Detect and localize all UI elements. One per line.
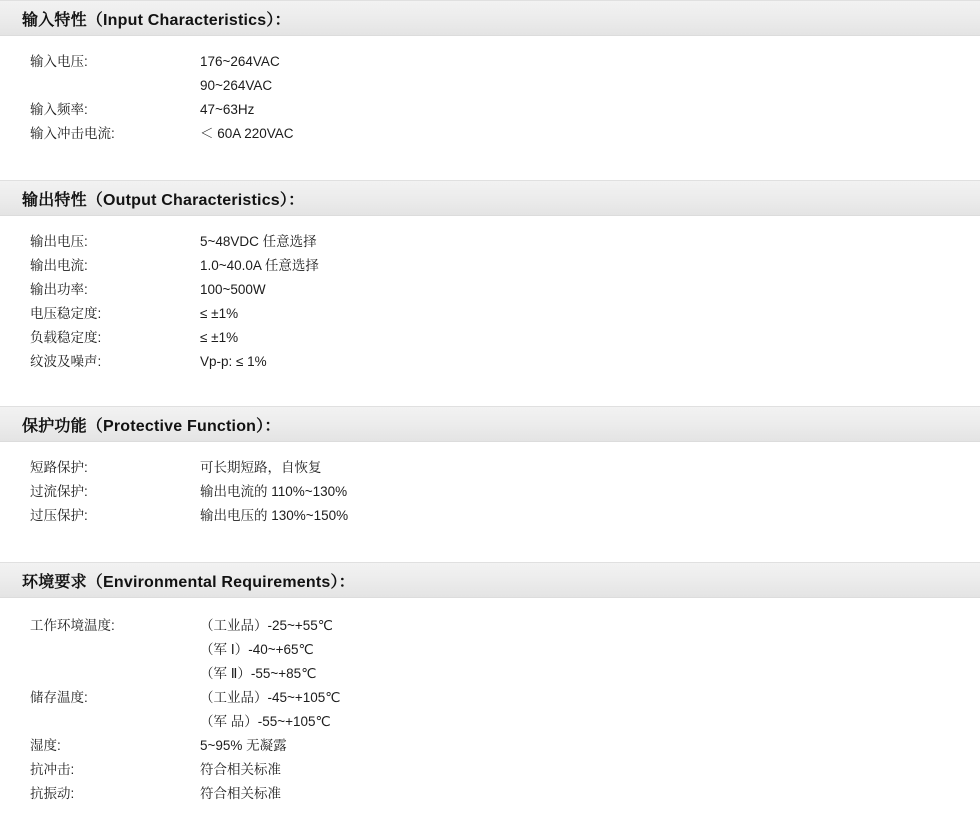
spec-label: 输出电流:	[30, 258, 88, 273]
spec-value: 符合相关标准	[200, 786, 281, 801]
spec-value: ＜ 60A 220VAC	[200, 126, 294, 141]
section-rows-output-characteristics	[0, 216, 980, 386]
spec-row	[0, 350, 980, 374]
spec-values	[200, 614, 333, 686]
spec-value: Vp-p: ≤ 1%	[200, 354, 267, 369]
spec-label: 电压稳定度:	[30, 306, 102, 321]
spec-label: 短路保护:	[30, 460, 88, 475]
spec-label: 工作环境温度:	[30, 618, 115, 633]
spec-values	[200, 480, 347, 504]
spec-values	[200, 782, 281, 806]
section-header-input-characteristics	[0, 0, 980, 36]
spec-value: ≤ ±1%	[200, 330, 239, 345]
spec-row	[0, 278, 980, 302]
section-input-characteristics	[0, 0, 980, 160]
spec-value: （军 Ⅱ）-55~+85℃	[200, 666, 317, 681]
spec-values	[200, 734, 287, 758]
spec-values	[200, 686, 340, 734]
spec-values	[200, 254, 319, 278]
spec-label: 输出电压:	[30, 234, 88, 249]
spec-label: 输入电压:	[30, 54, 88, 69]
spec-row	[0, 98, 980, 122]
spec-row	[0, 302, 980, 326]
spec-row	[0, 456, 980, 480]
section-rows-input-characteristics	[0, 36, 980, 160]
spec-row	[0, 614, 980, 686]
spec-value: 90~264VAC	[200, 78, 273, 93]
spec-row	[0, 230, 980, 254]
spec-values	[200, 504, 348, 528]
spec-values	[200, 456, 322, 480]
spec-label: 输出功率:	[30, 282, 88, 297]
spec-label: 过压保护:	[30, 508, 88, 523]
section-rows-protective-function	[0, 442, 980, 542]
section-gap	[0, 542, 980, 562]
spec-value: （工业品）-45~+105℃	[200, 690, 341, 705]
section-gap	[0, 386, 980, 406]
spec-row	[0, 686, 980, 734]
spec-value: 5~95% 无凝露	[200, 738, 287, 753]
spec-row	[0, 758, 980, 782]
section-title: 输出特性（Output Characteristics）：	[22, 191, 305, 209]
spec-row	[0, 734, 980, 758]
section-title: 环境要求（Environmental Requirements）：	[22, 573, 355, 591]
spec-values	[200, 350, 267, 374]
spec-value: 输出电压的 130%~150%	[200, 508, 349, 523]
spec-value: 100~500W	[200, 282, 266, 297]
spec-value: ≤ ±1%	[200, 306, 239, 321]
spec-values	[200, 98, 254, 122]
section-title: 保护功能（Protective Function）：	[22, 417, 281, 435]
spec-label: 湿度:	[30, 738, 61, 753]
spec-label: 过流保护:	[30, 484, 88, 499]
section-protective-function	[0, 406, 980, 542]
section-gap	[0, 160, 980, 180]
spec-label: 纹波及噪声:	[30, 354, 102, 369]
spec-row	[0, 504, 980, 528]
section-rows-environmental-requirements	[0, 598, 980, 814]
section-header-environmental-requirements	[0, 562, 980, 598]
spec-value: 47~63Hz	[200, 102, 255, 117]
spec-label: 抗冲击:	[30, 762, 75, 777]
spec-value: （军 Ⅰ）-40~+65℃	[200, 642, 314, 657]
spec-row	[0, 782, 980, 806]
section-title: 输入特性（Input Characteristics）：	[22, 11, 291, 29]
spec-value: （工业品）-25~+55℃	[200, 618, 333, 633]
spec-label: 抗振动:	[30, 786, 75, 801]
spec-row	[0, 122, 980, 146]
spec-value: 可长期短路，自恢复	[200, 460, 322, 475]
spec-values	[200, 302, 238, 326]
spec-values	[200, 230, 317, 254]
spec-value: 符合相关标准	[200, 762, 281, 777]
spec-label: 储存温度:	[30, 690, 88, 705]
section-output-characteristics	[0, 180, 980, 386]
spec-values	[200, 50, 280, 98]
spec-row	[0, 326, 980, 350]
section-environmental-requirements	[0, 562, 980, 814]
spec-row	[0, 480, 980, 504]
spec-value: 5~48VDC 任意选择	[200, 234, 317, 249]
spec-values	[200, 278, 266, 302]
spec-value: （军 品）-55~+105℃	[200, 714, 331, 729]
spec-value: 输出电流的 110%~130%	[200, 484, 348, 499]
spec-value: 1.0~40.0A 任意选择	[200, 258, 319, 273]
spec-label: 输入冲击电流:	[30, 126, 115, 141]
spec-row	[0, 50, 980, 98]
spec-values	[200, 758, 281, 782]
section-header-protective-function	[0, 406, 980, 442]
spec-row	[0, 254, 980, 278]
spec-label: 负载稳定度:	[30, 330, 102, 345]
spec-label: 输入频率:	[30, 102, 88, 117]
section-header-output-characteristics	[0, 180, 980, 216]
spec-value: 176~264VAC	[200, 54, 280, 69]
spec-values	[200, 122, 294, 146]
spec-values	[200, 326, 238, 350]
